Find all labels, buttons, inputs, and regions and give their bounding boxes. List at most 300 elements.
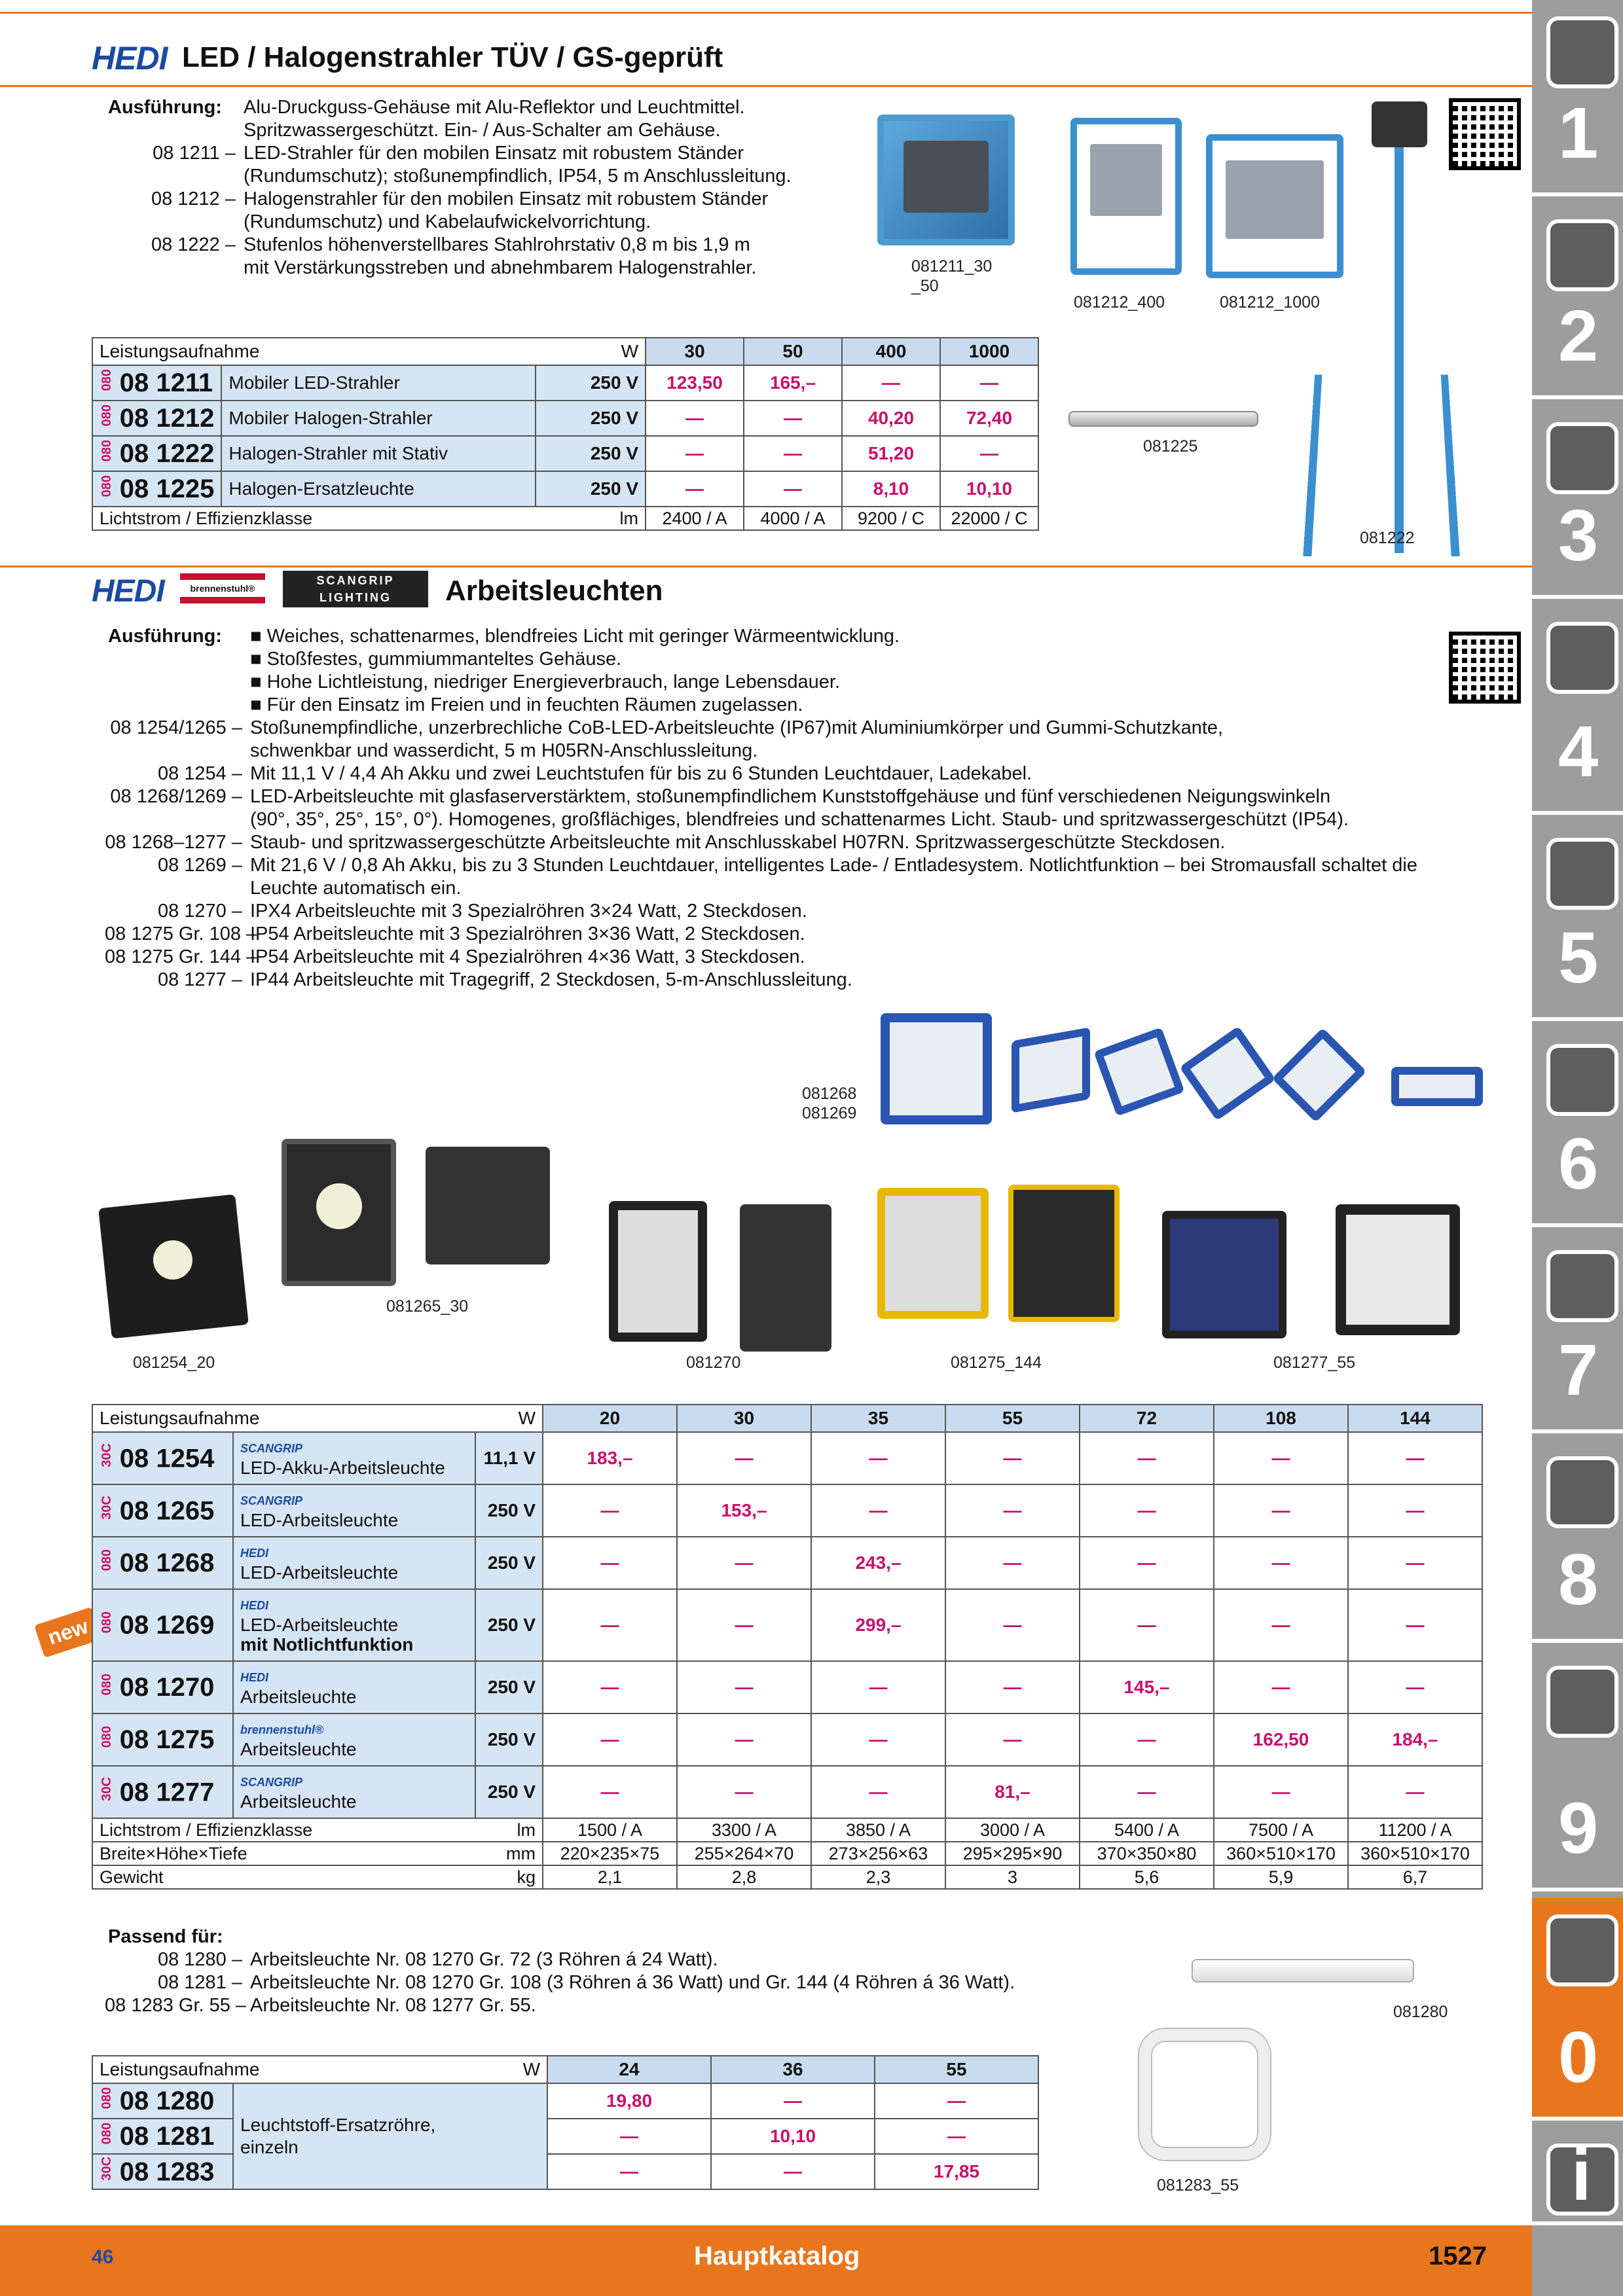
footer-value: 370×350×80 <box>1080 1842 1214 1865</box>
footer-value: 1500 / A <box>543 1818 677 1842</box>
spec-line <box>105 946 1480 969</box>
header-col: 72 <box>1080 1405 1214 1432</box>
table-header <box>92 1405 1482 1432</box>
price-code: 30C <box>100 2156 114 2181</box>
tab-number: 0 <box>1558 2017 1599 2098</box>
footer-value: 6,7 <box>1348 1865 1482 1889</box>
price-cell: — <box>543 1537 677 1589</box>
section-divider <box>0 85 1532 87</box>
footer-value: 5400 / A <box>1080 1818 1214 1842</box>
voltage: 250 V <box>536 401 646 436</box>
spec-line <box>105 671 1480 694</box>
spec-line <box>105 211 877 234</box>
spec-line <box>105 831 1480 854</box>
section-divider-2 <box>0 565 1532 567</box>
price-cell: — <box>1080 1537 1214 1589</box>
spec-line <box>105 923 1480 946</box>
arbeitsleuchte-1275-back-image <box>1008 1185 1120 1322</box>
table-row[interactable] <box>92 1484 1482 1537</box>
caption-081268: 081268 081269 <box>802 1085 857 1122</box>
halogen-1000-image <box>1206 134 1343 278</box>
product-name-cell <box>233 1766 475 1818</box>
spec-line <box>105 1994 1087 2017</box>
product-name-cell <box>233 1661 475 1713</box>
price-cell: — <box>1348 1661 1482 1713</box>
price-cell: — <box>744 401 842 436</box>
spec-text: Staub- und spritzwassergeschützte Arbeitsleuchte mit Anschlusskabel H07RN. Spritzwassergeschützte Steckdosen. <box>250 832 1226 853</box>
header-col: 35 <box>811 1405 945 1432</box>
spec-line <box>105 762 1480 785</box>
table-row[interactable] <box>92 436 1038 471</box>
tab-number: 2 <box>1558 296 1599 376</box>
article-cell <box>92 1589 233 1661</box>
header-col: 20 <box>543 1405 677 1432</box>
spec-code: 08 1222 – <box>151 234 236 255</box>
price-cell: — <box>945 1484 1080 1537</box>
price-cell: — <box>875 2083 1038 2119</box>
led-1265-back-image <box>426 1147 550 1265</box>
product-name: LED-Arbeitsleuchte <box>240 1510 399 1530</box>
side-tab-5[interactable] <box>1532 821 1623 1021</box>
footer-value: 2400 / A <box>646 507 744 530</box>
price-cell: — <box>547 2119 711 2154</box>
arbeitsleuchte-1270-back-image <box>740 1204 831 1352</box>
table-row[interactable] <box>92 471 1038 507</box>
tab-number: 1 <box>1558 93 1599 173</box>
article-cell <box>92 365 221 401</box>
price-cell: — <box>711 2154 875 2189</box>
spec-line <box>105 234 877 257</box>
article-number: 08 1277 <box>119 1778 215 1807</box>
article-number: 08 1212 <box>119 403 215 433</box>
spec-line <box>105 1948 1087 1971</box>
price-cell: 123,50 <box>646 365 744 401</box>
table-footer <box>92 507 1038 530</box>
price-table-arbeitsleuchten <box>92 1404 1483 1890</box>
side-tab-7[interactable] <box>1532 1234 1623 1433</box>
price-cell: — <box>1348 1589 1482 1661</box>
article-number: 08 1281 <box>119 2121 215 2151</box>
spec-text: Stufenlos höhenverstellbares Stahlrohrstativ 0,8 m bis 1,9 m <box>244 234 750 255</box>
article-number: 08 1211 <box>119 368 213 397</box>
spec-line <box>105 96 877 119</box>
spec-line <box>105 1971 1087 1994</box>
price-code: 080 <box>100 2087 114 2109</box>
price-cell: 17,85 <box>875 2154 1038 2189</box>
side-tab-i[interactable] <box>1532 2127 1623 2225</box>
voltage: 250 V <box>536 365 646 401</box>
tab-icon <box>1546 1456 1618 1528</box>
footer-value: 360×510×170 <box>1214 1842 1348 1865</box>
product-name-extra: einzeln <box>240 2137 299 2157</box>
price-cell: — <box>744 436 842 471</box>
tripod-lamp-head <box>1372 101 1427 147</box>
header-col: 50 <box>744 338 842 365</box>
side-tab-9[interactable] <box>1532 1649 1623 1892</box>
price-cell: — <box>677 1432 811 1484</box>
price-code: 30C <box>100 1776 114 1801</box>
price-cell: 165,– <box>744 365 842 401</box>
price-cell: — <box>940 436 1038 471</box>
article-number: 08 1269 <box>119 1610 215 1640</box>
brand-mark: HEDI <box>240 1599 269 1612</box>
article-cell <box>92 1766 233 1818</box>
caption-081280: 081280 <box>1393 2003 1448 2021</box>
price-cell: — <box>1214 1589 1348 1661</box>
price-cell: — <box>940 365 1038 401</box>
product-name: Arbeitsleuchte <box>240 1687 357 1707</box>
angle-image-5 <box>1391 1067 1483 1106</box>
table-row[interactable] <box>92 1432 1482 1484</box>
tab-icon <box>1546 1666 1618 1738</box>
voltage: 250 V <box>475 1484 543 1537</box>
article-number: 08 1270 <box>119 1672 215 1702</box>
price-cell: — <box>1348 1537 1482 1589</box>
footer-value: 2,3 <box>811 1865 945 1889</box>
led-1268-image <box>881 1013 992 1124</box>
price-cell: — <box>547 2154 711 2189</box>
spec-text: Spritzwassergeschützt. Ein- / Aus-Schalter am Gehäuse. <box>244 120 721 141</box>
spec-line <box>105 694 1480 717</box>
spec-text: LED-Strahler für den mobilen Einsatz mit robustem Ständer <box>244 143 744 164</box>
product-name-cell <box>233 1589 475 1661</box>
spec-code: 08 1275 Gr. 108 – <box>105 924 257 944</box>
voltage: 250 V <box>475 1537 543 1589</box>
tab-number: 3 <box>1558 495 1599 576</box>
footer-value: 5,9 <box>1214 1865 1348 1889</box>
price-cell: — <box>1214 1766 1348 1818</box>
spec-text: ■ Stoßfestes, gummiummanteltes Gehäuse. <box>250 649 622 670</box>
article-number: 08 1254 <box>119 1444 215 1473</box>
spec-line <box>105 854 1480 877</box>
new-badge: new <box>34 1607 102 1658</box>
tab-icon <box>1546 219 1618 291</box>
price-cell: — <box>677 1589 811 1661</box>
price-cell: — <box>646 471 744 507</box>
price-cell: 145,– <box>1080 1661 1214 1713</box>
voltage: 250 V <box>475 1766 543 1818</box>
voltage: 250 V <box>475 1661 543 1713</box>
tab-icon <box>1546 1914 1618 1986</box>
footer-value: 2,8 <box>677 1865 811 1889</box>
price-cell: — <box>1080 1432 1214 1484</box>
product-name-cell <box>233 1537 475 1589</box>
tube-1280-image <box>1192 1959 1414 1982</box>
fits-block <box>105 1948 1087 2017</box>
article-number: 08 1275 <box>119 1725 215 1754</box>
price-cell: — <box>1214 1537 1348 1589</box>
price-cell: — <box>945 1661 1080 1713</box>
table-header <box>92 338 1038 365</box>
product-name: LED-Akku-Arbeitsleuchte <box>240 1458 445 1478</box>
article-number: 08 1222 <box>119 439 215 468</box>
tab-icon <box>1546 622 1618 694</box>
table-row[interactable] <box>92 1589 1482 1661</box>
tab-icon <box>1546 422 1618 494</box>
table-row[interactable] <box>92 365 1038 401</box>
product-name: Halogen-Ersatzleuchte <box>221 471 536 507</box>
product-name: Leuchtstoff-Ersatzröhre, <box>240 2115 436 2135</box>
spec-code: 08 1275 Gr. 144 – <box>105 946 257 967</box>
price-cell: — <box>677 1661 811 1713</box>
price-cell: — <box>711 2083 875 2119</box>
product-name-cell <box>233 2083 547 2189</box>
article-number: 08 1265 <box>119 1496 215 1526</box>
price-cell: — <box>945 1432 1080 1484</box>
led-floodlight-image <box>877 115 1015 245</box>
spec-text: Stoßunempfindliche, unzerbrechliche CoB-LED-Arbeitsleuchte (IP67)mit Aluminiumkörper und Gummi-Schutzkante, <box>250 717 1224 738</box>
caption-081212-1000: 081212_1000 <box>1220 293 1320 312</box>
tab-number: 8 <box>1558 1539 1599 1620</box>
scangrip-logo: SCANGRIP LIGHTING <box>283 571 428 607</box>
price-cell: — <box>875 2119 1038 2154</box>
price-code: 30C <box>100 1443 114 1467</box>
price-cell: — <box>543 1661 677 1713</box>
side-tab-1[interactable] <box>1532 0 1623 196</box>
led-1265-image <box>282 1139 396 1286</box>
tab-icon <box>1546 838 1618 910</box>
footer-value: 9200 / C <box>842 507 940 530</box>
brand-mark: SCANGRIP <box>240 1776 303 1789</box>
price-cell: — <box>543 1589 677 1661</box>
price-cell: — <box>1348 1766 1482 1818</box>
spec-code: 08 1268–1277 – <box>105 832 242 853</box>
price-cell: 8,10 <box>842 471 940 507</box>
header-label: Leistungsaufnahme W <box>92 2056 547 2083</box>
spec-text: (Rundumschutz) und Kabelaufwickelvorrichtung. <box>244 211 651 232</box>
header-col: 108 <box>1214 1405 1348 1432</box>
spec-text: Mit 11,1 V / 4,4 Ah Akku und zwei Leuchtstufen für bis zu 6 Stunden Leuchtdauer, Ladekabel. <box>250 763 1032 784</box>
price-cell: — <box>677 1766 811 1818</box>
tab-number: 6 <box>1558 1124 1599 1204</box>
table-row[interactable] <box>92 1661 1482 1713</box>
spec-line <box>105 877 1480 900</box>
header-col: 30 <box>646 338 744 365</box>
spec-line <box>105 969 1480 992</box>
article-cell <box>92 1432 233 1484</box>
spec-text: ■ Weiches, schattenarmes, blendfreies Licht mit geringer Wärmeentwicklung. <box>250 626 900 647</box>
footer-value: 360×510×170 <box>1348 1842 1482 1865</box>
qr-code-2[interactable] <box>1449 632 1521 704</box>
qr-code[interactable] <box>1449 98 1521 170</box>
side-tab-4[interactable] <box>1532 605 1623 815</box>
section-title-arbeitsleuchten: Arbeitsleuchten <box>445 575 663 607</box>
price-cell: — <box>945 1589 1080 1661</box>
spec-text: (Rundumschutz); stoßunempfindlich, IP54, 5 m Anschlussleitung. <box>244 166 792 187</box>
spec-line <box>105 165 877 188</box>
spec-text: schwenkbar und wasserdicht, 5 m H05RN-Anschlussleitung. <box>250 740 758 761</box>
footer-value: 5,6 <box>1080 1865 1214 1889</box>
side-tab-6[interactable] <box>1532 1028 1623 1227</box>
spec-label-2: Ausführung: <box>108 626 222 647</box>
header-col: 36 <box>711 2056 875 2083</box>
price-cell: 162,50 <box>1214 1713 1348 1766</box>
tab-icon <box>1546 1250 1618 1322</box>
product-name: Mobiler Halogen-Strahler <box>221 401 536 436</box>
price-cell: 183,– <box>543 1432 677 1484</box>
footer-label: Breite×Höhe×Tiefe mm <box>92 1842 543 1865</box>
angle-image-2 <box>1093 1027 1184 1116</box>
spec-line <box>105 808 1480 831</box>
header-col: 24 <box>547 2056 711 2083</box>
article-number: 08 1280 <box>119 2086 215 2115</box>
brand-mark: HEDI <box>240 1671 269 1684</box>
spec-text: Arbeitsleuchte Nr. 08 1270 Gr. 108 (3 Röhren á 36 Watt) und Gr. 144 (4 Röhren á 36 Watt). <box>250 1972 1015 1993</box>
price-cell: — <box>677 1537 811 1589</box>
footer-value: 11200 / A <box>1348 1818 1482 1842</box>
price-cell: — <box>543 1766 677 1818</box>
hedi-logo: HEDI <box>92 40 168 77</box>
spec-line <box>105 257 877 279</box>
footer-value: 220×235×75 <box>543 1842 677 1865</box>
footer-value: 295×295×90 <box>945 1842 1080 1865</box>
side-tab-8[interactable] <box>1532 1440 1623 1643</box>
price-cell: 72,40 <box>940 401 1038 436</box>
caption-081212-400: 081212_400 <box>1074 293 1165 312</box>
spec-line <box>105 900 1480 923</box>
price-cell: 299,– <box>811 1589 945 1661</box>
spec-code: 08 1211 – <box>153 143 236 164</box>
price-code: 080 <box>100 369 114 391</box>
product-name: Arbeitsleuchte <box>240 1739 357 1759</box>
table-footer <box>92 1842 1482 1865</box>
spec-code: 08 1280 – <box>157 1949 242 1970</box>
side-tab-3[interactable] <box>1532 406 1623 599</box>
price-cell: — <box>646 436 744 471</box>
price-cell: 40,20 <box>842 401 940 436</box>
spec-code: 08 1254 – <box>157 763 242 784</box>
article-cell <box>92 1661 233 1713</box>
spec-text: IP54 Arbeitsleuchte mit 3 Spezialröhren 3×36 Watt, 2 Steckdosen. <box>250 924 805 944</box>
price-cell: — <box>1080 1484 1214 1537</box>
price-cell: — <box>1348 1432 1482 1484</box>
tube-1283-image <box>1139 2029 1270 2160</box>
price-cell: — <box>1214 1484 1348 1537</box>
price-cell: 51,20 <box>842 436 940 471</box>
price-cell: — <box>811 1432 945 1484</box>
spec-code: 08 1270 – <box>157 901 242 922</box>
price-code: 080 <box>100 2123 114 2145</box>
caption-081211: 081211_30 _50 <box>911 257 993 295</box>
spec-text: Arbeitsleuchte Nr. 08 1270 Gr. 72 (3 Röhren á 24 Watt). <box>250 1949 718 1970</box>
side-tab-2[interactable] <box>1532 203 1623 399</box>
tab-number: 7 <box>1558 1330 1599 1410</box>
product-name-cell <box>233 1484 475 1537</box>
table-row[interactable] <box>92 1713 1482 1766</box>
spec-text: IPX4 Arbeitsleuchte mit 3 Spezialröhren 3×24 Watt, 2 Steckdosen. <box>250 901 807 922</box>
spec-code: 08 1283 Gr. 55 – <box>105 1995 247 2016</box>
section-title-halogen: LED / Halogenstrahler TÜV / GS-geprüft <box>182 41 723 73</box>
price-cell: 184,– <box>1348 1713 1482 1766</box>
price-cell: 81,– <box>945 1766 1080 1818</box>
article-number: 08 1225 <box>119 474 215 503</box>
header-label: Leistungsaufnahme W <box>92 338 646 365</box>
spec-text: Alu-Druckguss-Gehäuse mit Alu-Reflektor und Leuchtmittel. <box>244 97 745 118</box>
price-cell: 10,10 <box>711 2119 875 2154</box>
footer-value: 3300 / A <box>677 1818 811 1842</box>
price-code: 080 <box>100 1611 114 1634</box>
footer-value: 2,1 <box>543 1865 677 1889</box>
footer-value: 4000 / A <box>744 507 842 530</box>
footer-label: Gewicht kg <box>92 1865 543 1889</box>
voltage: 250 V <box>475 1713 543 1766</box>
price-cell: — <box>811 1766 945 1818</box>
side-tab-0[interactable] <box>1532 1898 1623 2121</box>
price-code: 080 <box>100 404 114 427</box>
arbeitsleuchte-1277-back-image <box>1162 1211 1286 1338</box>
spec-code: 08 1281 – <box>157 1972 242 1993</box>
spec-line <box>105 119 877 142</box>
product-name: Halogen-Strahler mit Stativ <box>221 436 536 471</box>
spec-text: Arbeitsleuchte Nr. 08 1277 Gr. 55. <box>250 1995 536 2016</box>
spec-label: Ausführung: <box>108 97 222 118</box>
header-col: 144 <box>1348 1405 1482 1432</box>
angle-image-1 <box>1012 1027 1090 1113</box>
caption-081225: 081225 <box>1143 437 1198 456</box>
price-code: 30C <box>100 1495 114 1520</box>
brennenstuhl-logo: brennenstuhl® <box>180 573 265 603</box>
table-header <box>92 2056 1038 2083</box>
arbeitsleuchte-1275-image <box>877 1188 989 1319</box>
article-cell <box>92 1713 233 1766</box>
article-cell <box>92 1484 233 1537</box>
article-cell <box>92 401 221 436</box>
article-number: 08 1283 <box>119 2157 215 2187</box>
price-cell: — <box>1080 1713 1214 1766</box>
footer-value: 3000 / A <box>945 1818 1080 1842</box>
price-cell: — <box>945 1713 1080 1766</box>
led-1254-image <box>98 1194 249 1339</box>
price-code: 080 <box>100 1726 114 1748</box>
angle-image-4 <box>1272 1028 1367 1122</box>
hedi-logo-2: HEDI <box>92 574 164 609</box>
price-cell: — <box>811 1484 945 1537</box>
table-row[interactable] <box>92 1766 1482 1818</box>
arbeitsleuchte-1270-image <box>609 1201 707 1342</box>
price-code: 080 <box>100 1549 114 1571</box>
table-row[interactable] <box>92 401 1038 436</box>
spec-text: LED-Arbeitsleuchte mit glasfaserverstärktem, stoßunempfindlichem Kunststoffgehäuse und fünf verschiedenen Neigungswinkeln <box>250 786 1331 807</box>
price-cell: — <box>811 1661 945 1713</box>
tab-icon <box>1546 1044 1618 1116</box>
table-row[interactable] <box>92 1537 1482 1589</box>
product-name: LED-Arbeitsleuchte <box>240 1615 399 1635</box>
article-cell <box>92 1537 233 1589</box>
spec-line <box>105 717 1480 740</box>
tab-number: 9 <box>1558 1788 1599 1869</box>
price-cell: — <box>811 1713 945 1766</box>
article-cell <box>92 2119 233 2154</box>
table-footer <box>92 1818 1482 1842</box>
footer-value: 3 <box>945 1865 1080 1889</box>
product-name-extra: mit Notlichtfunktion <box>240 1634 414 1655</box>
price-code: 080 <box>100 475 114 497</box>
spec-code: 08 1212 – <box>151 188 236 209</box>
spec-text: Halogenstrahler für den mobilen Einsatz mit robustem Ständer <box>244 188 769 209</box>
price-table-halogen <box>92 337 1039 531</box>
price-cell: — <box>945 1537 1080 1589</box>
product-name-cell <box>233 1713 475 1766</box>
table-row[interactable] <box>92 2083 1038 2119</box>
spec-block-1 <box>105 96 877 279</box>
spec-text: ■ Hohe Lichtleistung, niedriger Energieverbrauch, lange Lebensdauer. <box>250 672 840 692</box>
brand-mark: HEDI <box>240 1547 269 1560</box>
header-col: 1000 <box>940 338 1038 365</box>
spec-code: 08 1254/1265 – <box>110 717 242 738</box>
footer-label: Lichtstrom / Effizienzklasse lm <box>92 1818 543 1842</box>
spec-line <box>105 625 1480 648</box>
price-cell: — <box>842 365 940 401</box>
